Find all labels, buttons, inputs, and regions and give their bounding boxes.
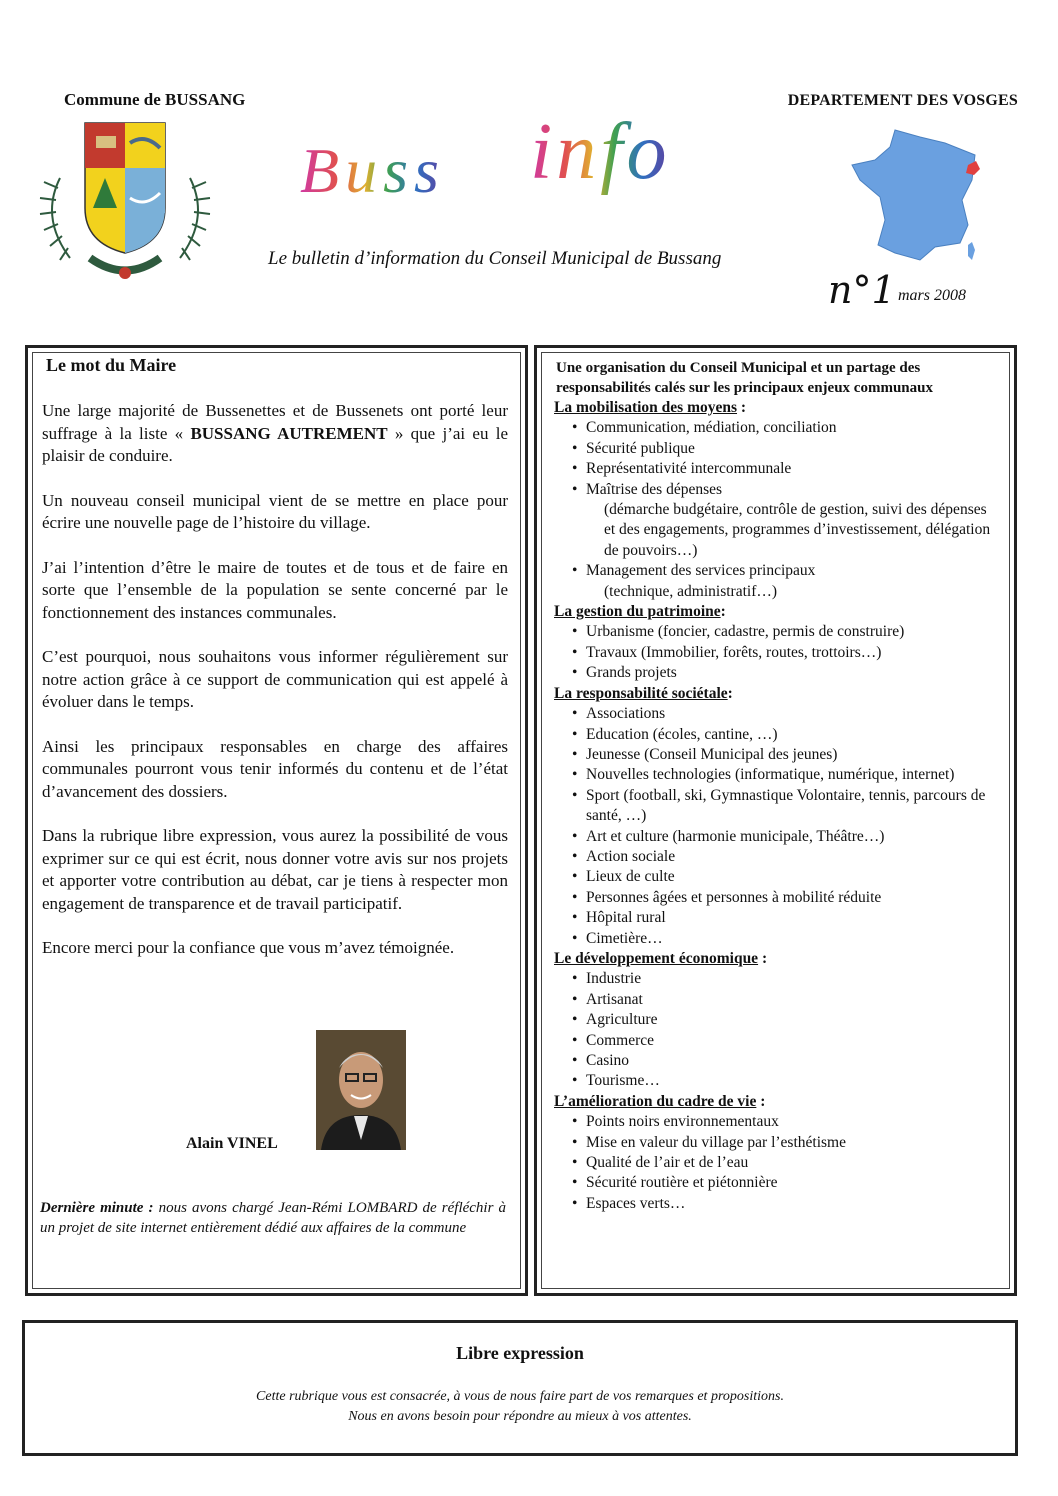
mayor-signature: Alain VINEL: [186, 1135, 278, 1152]
mayor-word-text: [42, 400, 508, 982]
list-item: • Sécurité routière et piétonnière: [572, 1173, 999, 1193]
section-heading: Le développement économique :: [554, 949, 768, 967]
list-item: • Hôpital rural: [572, 908, 999, 928]
coat-of-arms-image: [30, 118, 220, 288]
list-item: • Casino: [572, 1051, 999, 1071]
section-item-list: [554, 704, 999, 949]
list-item: • Qualité de l’air et de l’eau: [572, 1153, 999, 1173]
last-minute-note: Dernière minute : nous avons chargé Jean-Rémi LOMBARD de réfléchir à un projet de site internet entièrement dédié aux affaires de la commune: [40, 1200, 507, 1236]
section-item-list: [554, 418, 999, 602]
list-item: • Espaces verts…: [572, 1194, 999, 1214]
list-item: • Mise en valeur du village par l’esthétisme: [572, 1133, 999, 1153]
department-name: DEPARTEMENT DES VOSGES: [787, 92, 1018, 109]
newsletter-subtitle: Le bulletin d’information du Conseil Municipal de Bussang: [268, 248, 722, 269]
mayor-paragraph: Encore merci pour la confiance que vous m’avez témoignée.: [42, 938, 455, 957]
section-heading: L’amélioration du cadre de vie :: [554, 1092, 766, 1110]
list-item: • Jeunesse (Conseil Municipal des jeunes): [572, 745, 999, 765]
section-heading: La responsabilité sociétale:: [554, 684, 733, 702]
list-item: • Communication, médiation, conciliation: [572, 418, 999, 438]
mayor-paragraph: Ainsi les principaux responsables en charge des affaires communales pourront vous tenir informés du contenu et de l’état d’avancement des dossiers.: [42, 736, 508, 801]
section-item-list: [554, 622, 999, 683]
section-heading: La mobilisation des moyens :: [554, 399, 747, 416]
organization-sections: [554, 398, 999, 1214]
list-item: • Management des services principaux: [572, 561, 999, 581]
list-item: • Art et culture (harmonie municipale, Théâtre…): [572, 827, 999, 847]
libre-expression-title: Libre expression: [456, 1343, 584, 1363]
mayor-word-title: Le mot du Maire: [46, 355, 177, 375]
list-item: • Urbanisme (foncier, cadastre, permis de construire): [572, 622, 999, 642]
section-heading: La gestion du patrimoine:: [554, 603, 726, 621]
list-item: • Associations: [572, 704, 999, 724]
list-item: • Cimetière…: [572, 929, 999, 949]
mayor-paragraph: J’ai l’intention d’être le maire de toutes et de tous et de faire en sorte que l’ensemble de la population se sente concerné par le fonctionnement des instances communales.: [42, 557, 508, 622]
list-item: • Représentativité intercommunale: [572, 459, 999, 479]
mayor-paragraph: Un nouveau conseil municipal vient de se mettre en place pour écrire une nouvelle page de l’histoire du village.: [42, 490, 508, 532]
mayor-photo: [316, 1030, 406, 1150]
mayor-paragraph: Une large majorité de Bussenettes et de Bussenets ont porté leur suffrage à la liste « BUSSANG AUTREMENT » que j’ai eu le plaisir de conduire.: [42, 401, 509, 465]
masthead-word-buss: Buss: [300, 135, 445, 206]
list-item: • Travaux (Immobilier, forêts, routes, trottoirs…): [572, 643, 999, 663]
bussinfo-masthead-logo: [300, 120, 760, 220]
list-item: • Grands projets: [572, 663, 999, 683]
list-item: • Nouvelles technologies (informatique, numérique, internet): [572, 765, 999, 785]
masthead-word-info: info: [530, 120, 671, 196]
list-item: • Education (écoles, cantine, …): [572, 725, 999, 745]
section-item-list: [554, 969, 999, 1091]
list-item: • Agriculture: [572, 1010, 999, 1030]
france-map-image: [850, 125, 985, 270]
list-item-detail: (démarche budgétaire, contrôle de gestion, suivi des dépenses et des engagements, programmes d’investissement, délégation de pouvoirs…): [604, 501, 991, 559]
list-item: • Commerce: [572, 1031, 999, 1051]
list-item: • Personnes âgées et personnes à mobilité réduite: [572, 888, 999, 908]
section-item-list: [554, 1112, 999, 1214]
issue-number: n°1: [828, 268, 896, 312]
list-item: • Tourisme…: [572, 1071, 999, 1091]
issue-date: mars 2008: [898, 287, 967, 304]
libre-expression-text: Cette rubrique vous est consacrée, à vous de nous faire part de vos remarques et propositions. Nous en avons besoin pour répondre au mieux à vos attentes.: [256, 1389, 784, 1424]
list-item: • Sport (football, ski, Gymnastique Volontaire, tennis, parcours de santé, …): [572, 786, 999, 827]
commune-name: Commune de BUSSANG: [64, 90, 246, 109]
list-item: • Lieux de culte: [572, 867, 999, 887]
mayor-paragraph: C’est pourquoi, nous souhaitons vous informer régulièrement sur notre action grâce à ce support de communication qui est appelé à évoluer dans le temps.: [42, 647, 508, 711]
list-item: • Artisanat: [572, 990, 999, 1010]
mayor-paragraph: Dans la rubrique libre expression, vous aurez la possibilité de vous exprimer sur ce qui est écrit, nous donner votre avis sur nos projets et apporter votre contribution au débat, car je tiens à respecter mon engagement de transparence et de travail participatif.: [42, 826, 508, 913]
list-item: • Industrie: [572, 969, 999, 989]
list-item-detail: (technique, administratif…): [604, 582, 778, 600]
list-item: • Maîtrise des dépenses: [572, 480, 999, 500]
list-item: • Action sociale: [572, 847, 999, 867]
list-item: • Points noirs environnementaux: [572, 1112, 999, 1132]
organization-title: Une organisation du Conseil Municipal et un partage des responsabilités calés sur les principaux enjeux communaux: [556, 360, 933, 396]
list-item: • Sécurité publique: [572, 439, 999, 459]
